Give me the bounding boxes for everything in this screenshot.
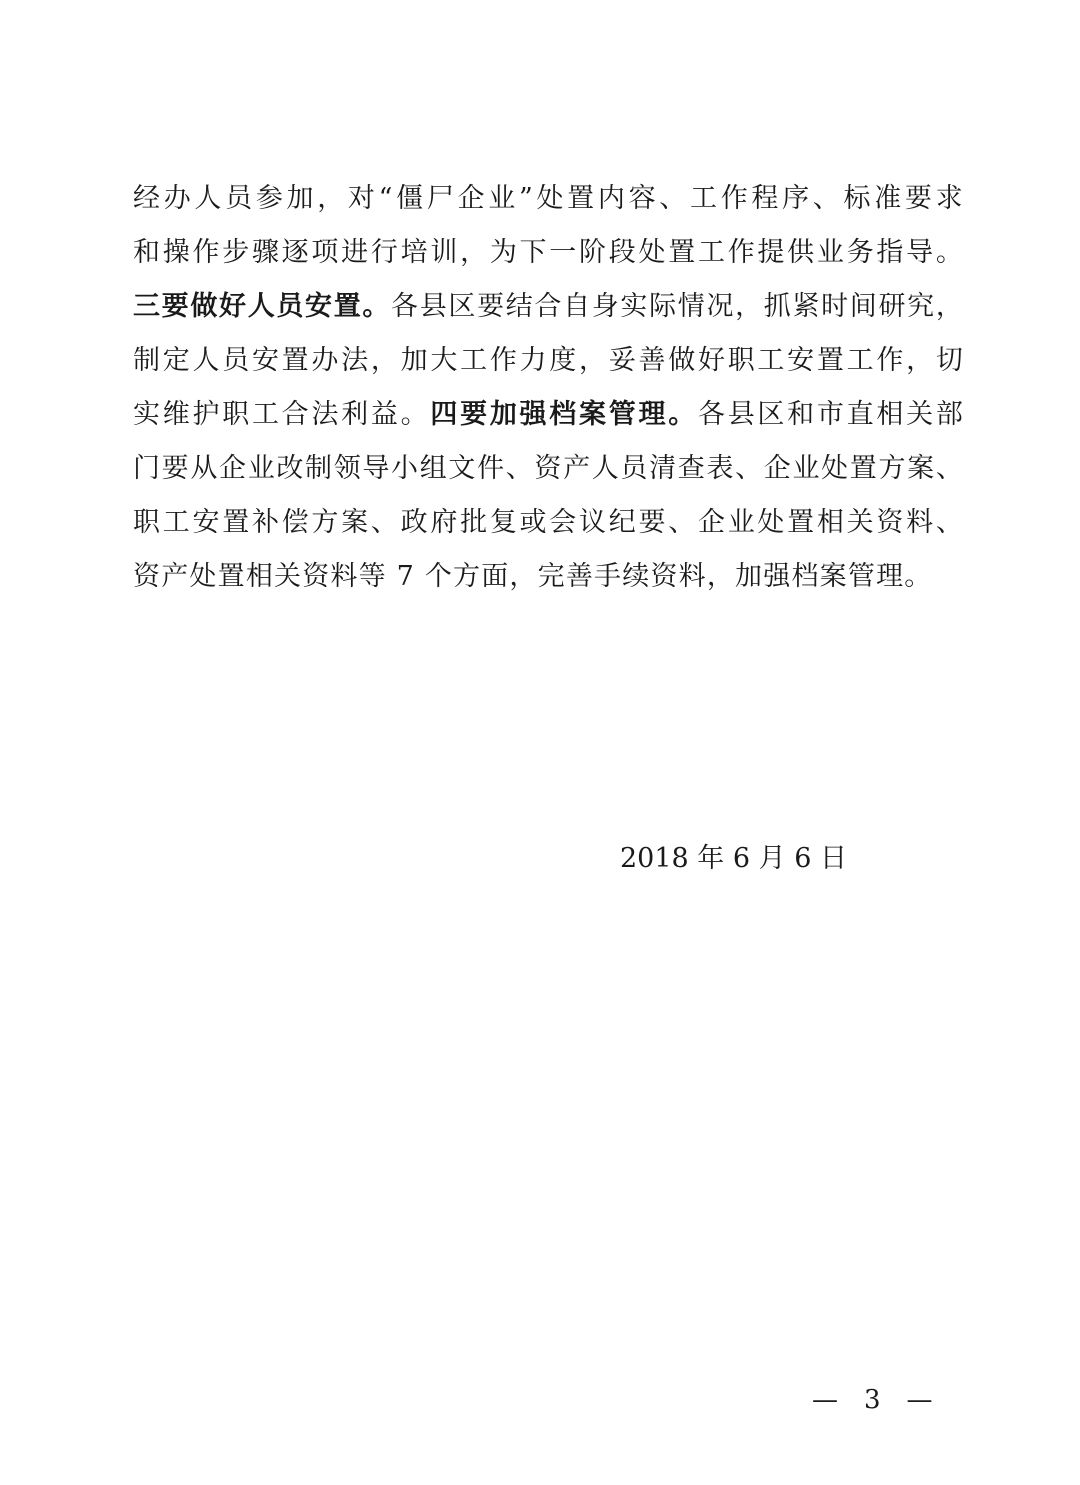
text-char: 料: [906, 507, 934, 538]
text-char: 员: [225, 183, 253, 214]
text-char: 力: [519, 345, 547, 376]
text-char: 工: [846, 345, 874, 376]
text-char: 企: [457, 183, 485, 214]
bold-heading-char: 理: [638, 399, 666, 430]
text-line: [133, 388, 963, 442]
text-char: “: [378, 183, 393, 214]
text-char: 资: [133, 561, 162, 592]
text-char: 组: [419, 453, 447, 484]
text-char: 妥: [608, 345, 636, 376]
text-char: 度: [549, 345, 577, 376]
text-char: 进: [341, 237, 369, 268]
text-char: 加: [400, 345, 428, 376]
text-char: 表: [706, 453, 734, 484]
text-char: 工: [162, 507, 190, 538]
text-char: ，: [509, 561, 538, 592]
text-char: 准: [874, 183, 902, 214]
text-char: 紧: [792, 291, 820, 322]
text-char: 关: [846, 507, 874, 538]
bold-heading-char: 案: [579, 399, 607, 430]
text-char: 处: [536, 183, 564, 214]
text-char: 切: [935, 345, 963, 376]
text-char: 提: [757, 237, 785, 268]
text-char: 区: [448, 291, 476, 322]
text-char: 作: [720, 183, 748, 214]
text-char: 办: [311, 345, 339, 376]
text-char: 一: [549, 237, 577, 268]
text-char: 议: [579, 507, 607, 538]
bold-heading-char: 员: [276, 291, 304, 322]
text-char: 合: [534, 291, 562, 322]
body-paragraph: [133, 172, 963, 604]
text-char: 处: [757, 507, 785, 538]
text-char: 职: [133, 507, 160, 538]
text-char: 资: [534, 453, 562, 484]
text-char: 抓: [763, 291, 791, 322]
text-char: 对: [347, 183, 375, 214]
page-number: — 3 —: [812, 1385, 933, 1415]
text-char: 要: [477, 291, 505, 322]
text-char: 益: [370, 399, 398, 430]
text-char: 人: [194, 183, 222, 214]
text-char: 业: [792, 453, 820, 484]
text-char: [387, 561, 397, 592]
text-char: 内: [597, 183, 625, 214]
text-char: 料: [678, 561, 707, 592]
text-char: 置: [668, 237, 696, 268]
text-char: 自: [563, 291, 591, 322]
text-char: 安: [192, 507, 220, 538]
bold-heading-char: 要: [460, 399, 488, 430]
text-char: 工: [697, 237, 725, 268]
text-char: 关: [274, 561, 303, 592]
text-char: 方: [311, 507, 339, 538]
text-char: 。: [904, 561, 933, 592]
text-char: 业: [816, 237, 844, 268]
text-char: 程: [751, 183, 779, 214]
text-char: 续: [622, 561, 651, 592]
text-char: 情: [677, 291, 705, 322]
text-char: 段: [608, 237, 636, 268]
text-char: 置: [567, 183, 595, 214]
text-char: 料: [330, 561, 359, 592]
text-char: 参: [255, 183, 283, 214]
text-char: ，: [735, 291, 763, 322]
bold-heading-char: 强: [519, 399, 547, 430]
text-char: 工: [689, 183, 717, 214]
text-char: ”: [518, 183, 533, 214]
text-char: 务: [846, 237, 874, 268]
text-char: 阶: [579, 237, 607, 268]
text-char: 步: [222, 237, 250, 268]
text-char: 文: [448, 453, 476, 484]
text-char: 作: [489, 345, 517, 376]
text-char: 加: [735, 561, 764, 592]
text-char: 直: [846, 399, 874, 430]
text-char: 会: [549, 507, 577, 538]
text-char: 产: [563, 453, 591, 484]
text-char: 、: [735, 453, 763, 484]
text-char: 下: [519, 237, 547, 268]
text-char: 小: [391, 453, 419, 484]
bold-heading-char: 人: [247, 291, 275, 322]
text-char: 、: [370, 507, 398, 538]
text-char: 政: [400, 507, 428, 538]
text-char: 批: [460, 507, 488, 538]
text-char: 相: [245, 561, 275, 592]
text-char: 企: [219, 453, 247, 484]
bold-heading-char: 。: [362, 291, 390, 322]
text-char: 管: [847, 561, 877, 592]
text-char: 资: [302, 561, 331, 592]
text-char: 置: [816, 345, 844, 376]
bold-heading-char: 加: [489, 399, 517, 430]
text-char: 关: [906, 399, 934, 430]
text-char: 、: [668, 507, 696, 538]
text-char: 县: [419, 291, 447, 322]
text-line: [133, 280, 963, 334]
text-char: 处: [638, 237, 666, 268]
bold-heading-char: 置: [333, 291, 361, 322]
text-char: 指: [876, 237, 904, 268]
text-char: 和: [787, 399, 815, 430]
text-char: 处: [821, 453, 849, 484]
text-char: 利: [341, 399, 369, 430]
text-char: 案: [341, 507, 369, 538]
text-char: 研: [878, 291, 906, 322]
bold-heading-char: 。: [668, 399, 696, 430]
text-char: 项: [311, 237, 339, 268]
text-char: 业: [247, 453, 275, 484]
text-char: 方: [453, 561, 482, 592]
text-char: 人: [192, 345, 220, 376]
text-char: 、: [659, 183, 687, 214]
text-char: 方: [878, 453, 906, 484]
text-char: 工: [251, 399, 279, 430]
text-char: 产: [161, 561, 190, 592]
text-line: [133, 226, 963, 280]
text-char: 面: [481, 561, 510, 592]
text-char: 制: [305, 453, 333, 484]
text-char: 供: [787, 237, 815, 268]
text-char: ，: [706, 561, 736, 592]
text-char: 护: [192, 399, 220, 430]
text-char: 要: [904, 183, 932, 214]
text-char: 际: [649, 291, 677, 322]
text-char: 求: [935, 183, 963, 214]
text-char: 企: [763, 453, 791, 484]
text-char: 容: [628, 183, 656, 214]
text-char: 理: [876, 561, 905, 592]
text-char: 复: [489, 507, 517, 538]
text-char: 骤: [251, 237, 279, 268]
text-char: 好: [697, 345, 725, 376]
text-char: 加: [286, 183, 314, 214]
text-char: 、: [505, 453, 533, 484]
text-char: 实: [620, 291, 648, 322]
text-char: 作: [192, 237, 220, 268]
bold-heading-char: 三: [133, 291, 160, 322]
text-char: 实: [133, 399, 160, 430]
text-char: 纪: [608, 507, 636, 538]
text-char: 维: [162, 399, 190, 430]
text-char: 导: [906, 237, 934, 268]
text-char: ，: [370, 345, 398, 376]
text-char: 况: [706, 291, 734, 322]
text-char: 置: [281, 345, 309, 376]
text-char: 为: [489, 237, 517, 268]
text-char: 间: [849, 291, 877, 322]
text-char: 做: [668, 345, 696, 376]
text-char: 7: [396, 561, 416, 592]
text-char: 业: [727, 507, 755, 538]
text-char: ，: [317, 183, 345, 214]
text-char: 作: [876, 345, 904, 376]
text-char: 工: [460, 345, 488, 376]
text-line: [133, 172, 963, 226]
bold-heading-char: 档: [549, 399, 577, 430]
text-char: 。: [400, 399, 428, 430]
text-char: 、: [812, 183, 840, 214]
text-char: 企: [697, 507, 725, 538]
text-char: 、: [935, 507, 963, 538]
text-char: 置: [222, 507, 250, 538]
text-char: 结: [505, 291, 533, 322]
text-line: [133, 334, 963, 388]
text-char: 各: [391, 291, 419, 322]
text-char: 操: [162, 237, 190, 268]
text-char: 标: [843, 183, 871, 214]
text-char: 员: [620, 453, 648, 484]
text-char: 僵: [396, 183, 424, 214]
text-char: 置: [787, 507, 815, 538]
text-char: 区: [757, 399, 785, 430]
text-char: 等: [358, 561, 387, 592]
text-char: 尸: [426, 183, 454, 214]
text-char: 逐: [281, 237, 309, 268]
text-char: [415, 561, 425, 592]
bold-heading-char: 要: [161, 291, 189, 322]
text-char: ，: [460, 237, 488, 268]
text-char: 业: [488, 183, 516, 214]
text-char: 合: [281, 399, 309, 430]
text-char: 县: [727, 399, 755, 430]
text-char: 人: [591, 453, 619, 484]
text-char: 善: [638, 345, 666, 376]
text-char: ，: [579, 345, 607, 376]
bold-heading-char: 四: [430, 399, 458, 430]
text-char: 安: [787, 345, 815, 376]
text-char: 清: [649, 453, 677, 484]
text-line: [133, 496, 963, 550]
text-char: 制: [133, 345, 160, 376]
bold-heading-char: 管: [608, 399, 636, 430]
text-char: 员: [222, 345, 250, 376]
text-char: 强: [763, 561, 792, 592]
text-char: 身: [591, 291, 619, 322]
text-char: 、: [935, 453, 963, 484]
text-char: 定: [162, 345, 190, 376]
text-char: 部: [935, 399, 963, 430]
text-char: 训: [430, 237, 458, 268]
text-char: 要: [161, 453, 189, 484]
text-char: 资: [650, 561, 679, 592]
text-char: 各: [697, 399, 725, 430]
text-char: 档: [791, 561, 820, 592]
text-char: 案: [907, 453, 935, 484]
text-char: 从: [190, 453, 218, 484]
text-char: 办: [163, 183, 191, 214]
text-char: 置: [849, 453, 877, 484]
text-char: 序: [782, 183, 810, 214]
text-char: 处: [189, 561, 218, 592]
text-char: 究: [907, 291, 935, 322]
text-char: 工: [757, 345, 785, 376]
text-char: 补: [251, 507, 279, 538]
text-char: 资: [876, 507, 904, 538]
text-char: 领: [333, 453, 361, 484]
text-char: ，: [935, 291, 963, 322]
text-char: 置: [217, 561, 246, 592]
text-char: 个: [424, 561, 454, 592]
text-char: 法: [311, 399, 339, 430]
text-char: 手: [594, 561, 623, 592]
text-char: 查: [677, 453, 705, 484]
text-char: 经: [133, 183, 160, 214]
text-line: [133, 442, 963, 496]
bold-heading-char: 做: [190, 291, 218, 322]
text-char: 市: [816, 399, 844, 430]
text-char: 相: [816, 507, 844, 538]
text-char: 法: [341, 345, 369, 376]
text-line: [133, 550, 963, 604]
text-char: 职: [222, 399, 250, 430]
text-char: ，: [906, 345, 934, 376]
text-char: 安: [251, 345, 279, 376]
text-char: 作: [727, 237, 755, 268]
text-char: 行: [370, 237, 398, 268]
text-char: 导: [362, 453, 390, 484]
text-char: 要: [638, 507, 666, 538]
text-char: 时: [821, 291, 849, 322]
text-char: 相: [876, 399, 904, 430]
text-char: 改: [276, 453, 304, 484]
text-char: 门: [133, 453, 160, 484]
text-char: 职: [727, 345, 755, 376]
text-char: 偿: [281, 507, 309, 538]
text-char: 。: [935, 237, 963, 268]
text-char: 培: [400, 237, 428, 268]
text-char: 案: [819, 561, 848, 592]
text-char: 或: [519, 507, 547, 538]
text-char: 府: [430, 507, 458, 538]
bold-heading-char: 安: [305, 291, 333, 322]
text-char: 大: [430, 345, 458, 376]
text-char: 完: [537, 561, 566, 592]
text-char: 和: [133, 237, 160, 268]
document-date: 2018 年 6 月 6 日: [620, 843, 847, 874]
bold-heading-char: 好: [219, 291, 247, 322]
text-char: 善: [565, 561, 595, 592]
text-char: 件: [477, 453, 505, 484]
